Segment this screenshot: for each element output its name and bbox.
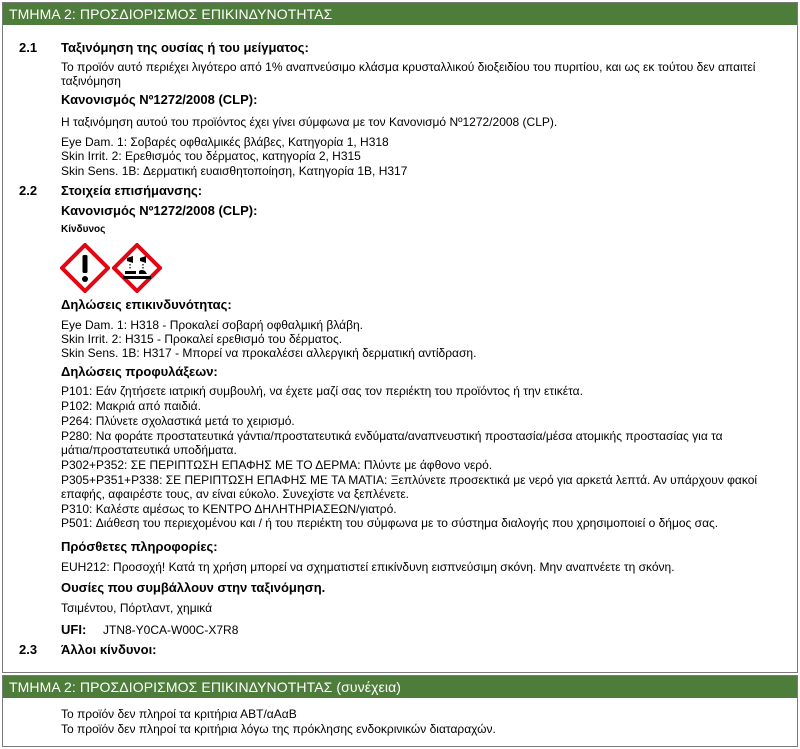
precautionary-statements-title: Δηλώσεις προφυλάξεων: — [61, 364, 218, 379]
clp-title: Κανονισμός Nº1272/2008 (CLP): — [61, 203, 258, 218]
contributing-substances-text: Τσιμέντου, Πόρτλαντ, χημικά — [61, 601, 213, 615]
precautionary-statement: P280: Να φοράτε προστατευτικά γάντια/προστατευτικά ενδύματα/αναπνευστική προστασία/μέσα ατομικής προστασίας για τα — [61, 429, 723, 443]
classification-text-line1: Το προϊόν αυτό περιέχει λιγότερο από 1% αναπνεύσιμο κλάσμα κρυσταλλικού διοξειδίου του πυριτίου, και ως εκ τούτου δεν απαιτεί — [61, 60, 756, 74]
hazard-statements-title: Δηλώσεις επικινδυνότητας: — [61, 297, 232, 312]
precautionary-statement: P305+P351+P338: ΣΕ ΠΕΡΙΠΤΩΣΗ ΕΠΑΦΗΣ ΜΕ ΤΑ ΜΑΤΙΑ: Ξεπλύνετε προσεκτικά με νερό για αρκετά λεπτά. Αν υπάρχουν φακοί — [61, 473, 758, 487]
precautionary-statement: επαφής, αφαιρέστε τους, αν είναι εύκολο. Συνεχίστε να ξεπλένετε. — [61, 487, 410, 501]
precautionary-statement: P101: Εάν ζητήσετε ιατρική συμβουλή, να έχετε μαζί σας τον περιέκτη του προϊόντος ή την ετικέτα. — [61, 384, 583, 398]
precautionary-statement: P501: Διάθεση του περιεχομένου και / ή του περιέκτη του σύμφωνα με το σύστημα διαλογής που χρησιμοποιεί ο δήμος σας. — [61, 516, 719, 530]
precautionary-statement: μάτια/προστατευτικά υποδήματα. — [61, 443, 237, 457]
subsection-title-2-1: Ταξινόμηση της ουσίας ή του μείγματος: — [61, 40, 309, 55]
contributing-substances-title: Ουσίες που συμβάλλουν στην ταξινόμηση. — [61, 580, 326, 595]
precautionary-statement: P102: Μακριά από παιδιά. — [61, 399, 201, 413]
subsection-title-2-2: Στοιχεία επισήμανσης: — [61, 183, 203, 198]
classification-text-line2: ταξινόμηση — [61, 74, 121, 88]
precautionary-statement: P302+P352: ΣΕ ΠΕΡΙΠΤΩΣΗ ΕΠΑΦΗΣ ΜΕ ΤΟ ΔΕΡΜΑ: Πλύντε με άφθονο νερό. — [61, 458, 493, 472]
ufi-label: UFI: — [61, 622, 87, 637]
hazard-statement: Skin Irrit. 2: H315 - Προκαλεί ερεθισμό του δέρματος. — [61, 332, 343, 346]
exclamation-mark-icon — [60, 243, 110, 293]
subsection-title-2-3: Άλλοι κίνδυνοι: — [61, 642, 157, 657]
signal-word: Κίνδυνος — [61, 224, 106, 235]
precautionary-statement: P264: Πλύνετε σχολαστικά μετά το χειρισμό. — [61, 414, 295, 428]
subsection-number-2-1: 2.1 — [19, 40, 38, 55]
additional-info-text: EUH212: Προσοχή! Κατά τη χρήση μπορεί να σχηματιστεί επικίνδυνη εισπνεύσιμη σκόνη. Μην αναπνέετε τη σκόνη. — [61, 560, 675, 574]
continued-text-line: Το προϊόν δεν πληροί τα κριτήρια ΑΒΤ/αΑαΒ — [61, 707, 297, 721]
classification-item: Skin Irrit. 2: Ερεθισμός του δέρματος, κατηγορία 2, H315 — [61, 149, 361, 163]
corrosion-icon — [112, 243, 162, 293]
subsection-number-2-3: 2.3 — [19, 642, 38, 657]
section-header-continued: ΤΜΗΜΑ 2: ΠΡΟΣΔΙΟΡΙΣΜΟΣ ΕΠΙΚΙΝΔΥΝΟΤΗΤΑΣ (συνέχεια) — [3, 676, 797, 698]
classification-item: Skin Sens. 1B: Δερματική ευαισθητοποίηση, Κατηγορία 1B, H317 — [61, 164, 408, 178]
hazard-statement: Eye Dam. 1: H318 - Προκαλεί σοβαρή οφθαλμική βλάβη. — [61, 318, 363, 332]
clp-text: Η ταξινόμηση αυτού του προϊόντος έχει γίνει σύμφωνα με τον Κανονισμό Nº1272/2008 (CLP). — [61, 115, 558, 129]
precautionary-statement: P310: Καλέστε αμέσως το ΚΕΝΤΡΟ ΔΗΛΗΤΗΡΙΑΣΕΩΝ/γιατρό. — [61, 502, 397, 516]
continued-text-line: Το προϊόν δεν πληροί τα κριτήρια λόγω της πρόκλησης ενδοκρινικών διαταραχών. — [61, 722, 496, 736]
hazard-statement: Skin Sens. 1B: H317 - Μπορεί να προκαλέσει αλλεργική δερματική αντίδραση. — [61, 346, 477, 360]
subsection-number-2-2: 2.2 — [19, 183, 38, 198]
ufi-value: JTN8-Y0CA-W00C-X7R8 — [103, 623, 239, 637]
section-header: ΤΜΗΜΑ 2: ΠΡΟΣΔΙΟΡΙΣΜΟΣ ΕΠΙΚΙΝΔΥΝΟΤΗΤΑΣ — [3, 3, 797, 25]
classification-item: Eye Dam. 1: Σοβαρές οφθαλμικές βλάβες, Κατηγορία 1, H318 — [61, 135, 389, 149]
clp-title: Κανονισμός Nº1272/2008 (CLP): — [61, 92, 258, 107]
additional-info-title: Πρόσθετες πληροφορίες: — [61, 539, 218, 554]
